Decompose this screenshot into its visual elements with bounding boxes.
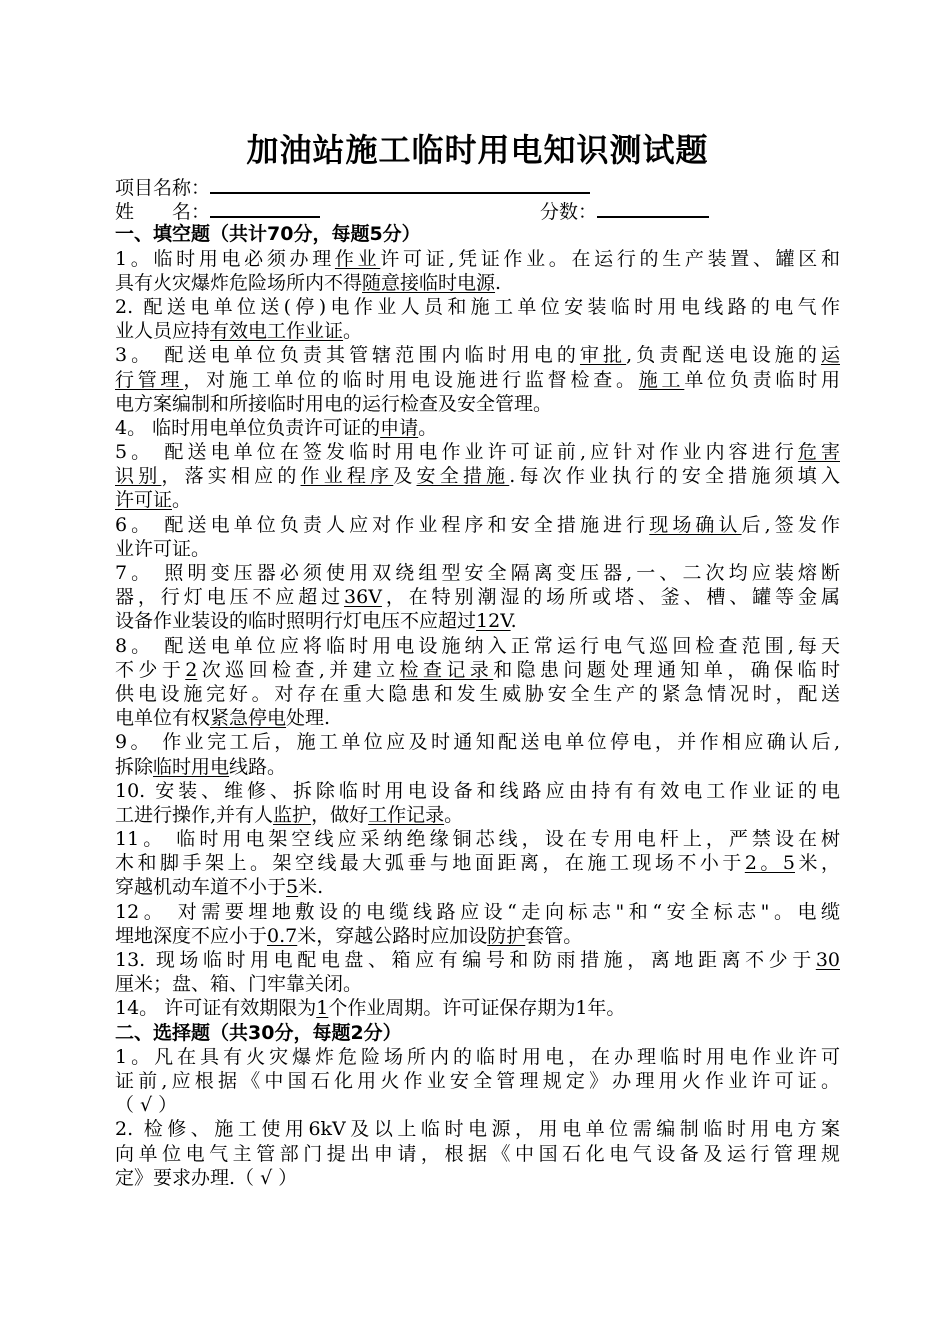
answer: 36V [344, 586, 382, 609]
section-heading-choice: 二、选择题（共30分，每题2分） [115, 1021, 402, 1044]
question-line: 10. 安装、维修、拆除临时用电设备和线路应由持有有效电工作业证的电 [115, 779, 840, 802]
question-line: 13. 现场临时用电配电盘、箱应有编号和防雨措施，离地距离不少于30 [115, 949, 840, 971]
score-label: 分数： [540, 201, 598, 223]
question-line: 9。 作业完工后，施工单位应及时通知配送电单位停电，并作相应确认后, [115, 731, 840, 754]
answer: 30 [815, 949, 840, 971]
question-line: 木和脚手架上。架空线最大弧垂与地面距离，在施工现场不小于2。5米， [115, 852, 840, 875]
answer: 工作记录 [368, 803, 445, 826]
question-line: 电方案编制和所接临时用电的运行检查及安全管理。 [115, 392, 553, 415]
answer: 危害 [797, 441, 840, 464]
name-field[interactable] [210, 198, 320, 218]
answer: 随意接临时电源 [362, 271, 496, 294]
project-name-label: 项目名称： [115, 177, 211, 199]
question-line: 行管理，对施工单位的临时用电设施进行监督检查。施工单位负责临时用 [115, 368, 840, 391]
answer: 施工 [638, 368, 685, 391]
answer: 1 [316, 997, 329, 1020]
question-line: 具有火灾爆炸危险场所内不得随意接临时电源. [115, 271, 502, 294]
answer: 作业程序 [300, 465, 394, 488]
answer: 行管理 [115, 368, 184, 391]
question-line: 识别，落实相应的作业程序及安全措施.每次作业执行的安全措施须填入 [115, 465, 840, 488]
question-line: 电单位有权紧急停电处理. [115, 707, 331, 730]
answer: 12V [476, 610, 511, 633]
question-line: 业人员应持有效电工作业证。 [115, 320, 363, 343]
project-name-row [115, 174, 840, 198]
question-line: 11。 临时用电架空线应采纳绝缘铜芯线，设在专用电杆上，严禁设在树 [115, 828, 840, 851]
answer: 运 [820, 344, 840, 367]
answer: 监护 [273, 803, 312, 826]
answer: 检查记录 [399, 658, 494, 681]
question-line: 5。 配送电单位在签发临时用电作业许可证前,应针对作业内容进行危害 [115, 441, 840, 464]
question-line: 穿越机动车道不小于5米. [115, 876, 324, 899]
answer: 现场确认 [649, 513, 742, 536]
answer: 审批 [579, 344, 627, 367]
question-line: 供电设施完好。对存在重大隐患和发生威胁安全生产的紧急情况时，配送 [115, 682, 840, 705]
answer-mark: （ √ ） [115, 1094, 178, 1117]
question-line: 4。 临时用电单位负责许可证的申请。 [115, 416, 438, 439]
section-heading-fill-in: 一、填空题（共计70分，每题5分） [115, 223, 421, 246]
question-line: 厘米；盘、箱、门牢靠关闭。 [115, 973, 363, 996]
name-score-row [115, 198, 840, 222]
question-line: 工进行操作,并有人监护，做好工作记录。 [115, 803, 464, 826]
answer: 有效电工作业证 [210, 320, 344, 343]
document-title: 加油站施工临时用电知识测试题 [246, 131, 709, 169]
question-line: 拆除临时用电线路。 [115, 755, 287, 778]
answer: 5 [286, 876, 299, 899]
question-line: 2. 配送电单位送(停)电作业人员和施工单位安装临时用电线路的电气作 [115, 295, 840, 318]
question-line: 向单位电气主管部门提出申请，根据《中国石化电气设备及运行管理规 [115, 1142, 840, 1165]
answer: 防护 [487, 924, 526, 947]
question-line: 7。 照明变压器必须使用双绕组型安全隔离变压器,一、二次均应装熔断 [115, 562, 840, 584]
question-line: 证前,应根据《中国石化用火作业安全管理规定》办理用火作业许可证。 [115, 1069, 840, 1092]
score-field[interactable] [597, 198, 709, 218]
question-line: 许可证。 [115, 489, 192, 512]
question-line: 不少于2次巡回检查,并建立检查记录和隐患问题处理通知单，确保临时 [115, 658, 840, 681]
answer: 紧急停电 [210, 707, 287, 730]
answer: 安全措施 [416, 465, 510, 488]
question-line: 1。临时用电必须办理作业许可证,凭证作业。在运行的生产装置、罐区和 [115, 247, 840, 270]
answer: 2 [185, 658, 198, 681]
answer: 识别 [115, 465, 162, 488]
answer: 许可证 [115, 489, 173, 512]
question-line: 12。 对需要埋地敷设的电缆线路应设“走向标志"和“安全标志"。电缆 [115, 900, 840, 923]
answer: 0.7 [267, 924, 298, 947]
question-line: 14。 许可证有效期限为1个作业周期。许可证保存期为1年。 [115, 997, 626, 1020]
question-line: 8。 配送电单位应将临时用电设施纳入正常运行电气巡回检查范围,每天 [115, 634, 840, 657]
project-name-field[interactable] [210, 174, 590, 194]
question-line: 埋地深度不应小于0.7米，穿越公路时应加设防护套管。 [115, 924, 583, 947]
question-line: 2. 检修、施工使用6kV及以上临时电源，用电单位需编制临时用电方案 [115, 1118, 840, 1141]
question-line: 3。 配送电单位负责其管辖范围内临时用电的审批,负责配送电设施的运 [115, 344, 840, 367]
answer: 临时用电 [153, 755, 230, 778]
question-line: 器，行灯电压不应超过36V，在特别潮湿的场所或塔、釜、槽、罐等金属 [115, 586, 840, 609]
answer: 2。5 [744, 852, 795, 875]
question-line: 设备作业装设的临时照明行灯电压不应超过12V. [115, 610, 517, 633]
question-line: 定》要求办理.（ √ ） [115, 1166, 298, 1189]
question-line: 1。凡在具有火灾爆炸危险场所内的临时用电，在办理临时用电作业许可 [115, 1045, 840, 1068]
question-line: 业许可证。 [115, 537, 211, 560]
document-body [115, 174, 840, 1190]
answer: 申请 [380, 416, 419, 439]
name-label: 姓 名： [115, 201, 211, 223]
answer: 作业 [334, 247, 381, 270]
question-line: 6。 配送电单位负责人应对作业程序和安全措施进行现场确认后,签发作 [115, 513, 840, 536]
